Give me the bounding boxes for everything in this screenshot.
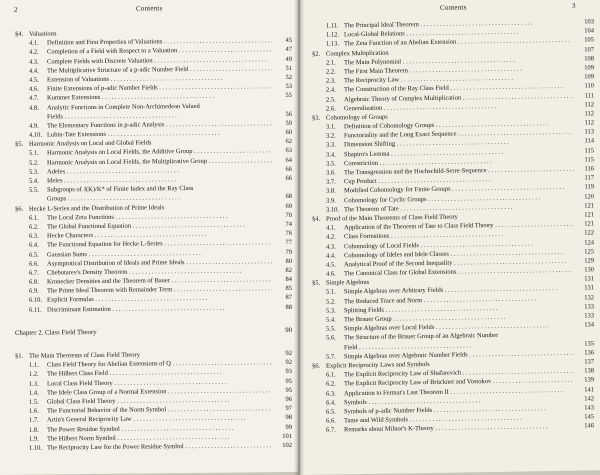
entry-title: The Transgression and the Hochschild-Serre-Sequence . . .	[344, 165, 574, 176]
entry-number: §5.	[15, 141, 24, 149]
page-number: 3	[572, 1, 576, 10]
entry-number: 5.2.	[326, 298, 336, 306]
entry-number: 6.4.	[326, 399, 336, 407]
entry-title: Definition of Cohomology Groups . . .	[344, 120, 548, 130]
entry-title: Symbols . . .	[344, 397, 481, 406]
entry-number: 4.6.	[326, 270, 336, 278]
entry-number: 5.5.	[29, 186, 39, 194]
entry-title: Extension of Valuations . . .	[47, 75, 223, 84]
entry-title: The Principal Ideal Theorem . . .	[344, 19, 533, 29]
page-ref: 59	[285, 119, 292, 127]
entry-number: 6.6.	[326, 417, 336, 425]
left-page	[0, 0, 298, 475]
page-ref: 134	[584, 321, 594, 329]
entry-number: 1.8.	[29, 426, 39, 434]
entry-number: 3.7.	[326, 178, 336, 186]
entry-number: §6.	[312, 362, 321, 370]
entry-number: 1.3.	[29, 380, 39, 388]
entry-title: Valuations	[29, 30, 57, 38]
entry-title: Complex Multiplication	[326, 49, 389, 58]
page-ref: 103	[584, 18, 594, 26]
right-page	[300, 0, 600, 475]
entry-number: 1.6.	[29, 407, 39, 415]
page-ref: 69	[285, 202, 292, 210]
entry-title: The Main Polynomial . . .	[344, 56, 515, 66]
entry-title: The Functorial Behavior of the Norm Symbol . . .	[47, 405, 272, 414]
entry-title: Local-Global Relations . . .	[344, 29, 519, 39]
entry-title: Completion of a Field with Respect to a Valuation . . .	[47, 46, 272, 56]
entry-number: 4.1.	[29, 39, 39, 47]
entry-number: 5.4.	[29, 177, 39, 185]
entry-title: The Reciprocity Law for the Power Residue Symbol . . .	[47, 442, 272, 452]
entry-title: Dimension Shifting . . .	[344, 139, 509, 149]
page-ref: 114	[584, 137, 594, 145]
entry-title: Cup Product . . .	[344, 176, 490, 185]
page-ref: 121	[584, 211, 594, 219]
entry-number: 6.6.	[29, 260, 39, 268]
entry-title: Kronecker Densities and the Theorem of Bauer . . .	[47, 276, 272, 285]
entry-title: Complete Fields with Discrete Valuation . . .	[47, 56, 266, 65]
page-ref: 97	[285, 405, 292, 413]
page-number: 2	[14, 5, 18, 14]
entry-number: 1.11.	[326, 22, 339, 30]
entry-number: 4.7.	[29, 94, 39, 103]
page-ref: 105	[584, 36, 594, 44]
entry-number: 6.10.	[29, 296, 42, 305]
page-ref: 121	[584, 220, 594, 228]
entry-title: Hecke Characters . . .	[47, 231, 207, 240]
entry-number: §4.	[312, 215, 321, 223]
entry-title: The Zeta Function of an Abelian Extension . . .	[344, 37, 570, 48]
entry-number: 5.2.	[29, 159, 39, 167]
entry-number: 5.7.	[326, 353, 336, 361]
entry-title: Shapiro's Lemma . . .	[344, 148, 503, 158]
entry-number: 1.13.	[326, 40, 339, 48]
page-ref: 79	[285, 248, 292, 256]
page-ref: 85	[285, 285, 292, 293]
page-ref: 142	[584, 395, 594, 403]
page-ref: 84	[285, 276, 292, 284]
entry-title: Simple Algebras over Local Fields . . .	[344, 322, 548, 332]
entry-number: §3.	[312, 114, 321, 122]
page-ref: 68	[285, 193, 292, 201]
entry-title: Class Formations . . .	[344, 231, 503, 240]
entry-title: Field . . .	[344, 342, 471, 351]
entry-number: 6.1.	[29, 214, 39, 222]
entry-title: Application of the Theorem of Tate to Class Field Theory . . .	[344, 220, 574, 231]
entry-number: 4.3.	[326, 242, 336, 251]
page-ref: 121	[584, 202, 594, 210]
entry-title: Cohomology for Cyclic Groups . . .	[344, 194, 540, 204]
entry-number: 5.4.	[326, 316, 336, 324]
entry-title: The Main Theorems of Class Field Theory	[29, 351, 140, 360]
entry-number: 2.5.	[326, 95, 336, 104]
page-ref: 92	[285, 349, 292, 358]
page-ref: 115	[584, 156, 594, 164]
entry-number: 6.2.	[326, 380, 336, 388]
entry-title: Harmonic Analysis on Local Fields, the Multiplicative Group . . .	[47, 156, 272, 166]
entry-title: Application to Fermat's Last Theorem II . . .	[344, 386, 563, 396]
entry-title: The Brauer Group . . .	[344, 314, 505, 324]
entry-title: Chapter 2. Class Field Theory	[15, 328, 97, 337]
page-ref: 52	[285, 73, 292, 81]
entry-title: Modified Cohomology for Finite Groups . . .	[344, 184, 564, 194]
page-ref: 101	[282, 432, 292, 440]
page-ref: 136	[584, 349, 594, 357]
toc-list	[312, 18, 594, 436]
entry-number: 4.4.	[326, 252, 336, 260]
entry-number: 4.2.	[29, 48, 39, 57]
page-ref: 122	[584, 229, 594, 237]
entry-number: 4.10.	[29, 131, 42, 139]
entry-number: 4.5.	[326, 261, 336, 269]
entry-title: Analytic Functions in Complete Non-Archimedean Valued	[47, 102, 200, 112]
entry-number: §1.	[15, 352, 24, 360]
page-ref: 74	[285, 220, 292, 228]
entry-title: Harmonic Analysis on Local and Global Fields	[29, 139, 152, 148]
entry-title: Cohomology of Local Fields . . .	[344, 240, 533, 250]
page-ref: 53	[285, 83, 292, 91]
running-head: Contents	[440, 3, 467, 12]
entry-title: Kummer Extensions . . .	[47, 93, 214, 102]
entry-title: The First Main Theorem . . .	[344, 65, 522, 75]
entry-number: 4.3.	[29, 58, 39, 66]
entry-title: The Power Residue Symbol . . .	[47, 424, 234, 433]
entry-number: 5.3.	[326, 307, 336, 315]
entry-number: 6.5.	[326, 408, 336, 416]
entry-title: Proof of the Main Theorems of Class Field Theory	[326, 213, 458, 223]
page-ref: 109	[584, 73, 594, 81]
entry-title: The Explicit Reciprocity Law of Shafarevich . . .	[344, 368, 574, 379]
running-head: Contents	[136, 4, 163, 13]
page-ref: 138	[584, 367, 594, 375]
page-ref: 117	[584, 174, 594, 182]
entry-title: Subgroups of J(K)/K* of Finite Index and the Ray Class	[47, 185, 194, 194]
page-ref: 63	[285, 147, 292, 155]
entry-title: The Theorem of Tate . . .	[344, 203, 512, 213]
entry-title: The Hilbert Norm Symbol . . .	[47, 433, 230, 442]
entry-number: §5.	[312, 279, 321, 288]
entry-title: Explicit Reciprocity Laws and Symbols	[326, 360, 430, 370]
entry-title: Remarks about Milnor's K-Theory . . .	[344, 423, 548, 433]
entry-number: 2.3.	[326, 77, 336, 85]
entry-title: Fields . . .	[47, 112, 177, 120]
entry-number: 4.5.	[29, 76, 39, 84]
entry-number: 5.6.	[326, 334, 336, 342]
page-ref: 108	[584, 55, 594, 63]
entry-title: Ideles . . .	[47, 176, 176, 184]
page-ref: 139	[584, 376, 594, 384]
page-ref: 102	[282, 441, 292, 449]
entry-title: Artin's General Reciprocity Law . . .	[47, 415, 246, 424]
page-ref: 133	[584, 312, 594, 320]
entry-number: 3.5.	[326, 160, 336, 168]
book-gutter	[294, 0, 304, 475]
entry-title: The Canonical Class for Global Extensions . . .	[344, 267, 570, 278]
entry-title: The Prime Ideal Theorem with Remainder Term . . .	[47, 285, 272, 295]
entry-number: 6.3.	[29, 232, 39, 240]
entry-number: 4.2.	[326, 233, 336, 241]
page-ref: 129	[584, 257, 594, 265]
entry-number: §2.	[312, 50, 321, 58]
page-ref: 93	[285, 368, 292, 376]
entry-number: 6.11.	[29, 306, 42, 314]
page-ref: 90	[285, 326, 292, 334]
entry-number: 1.2.	[29, 370, 39, 379]
entry-number: 3.10.	[326, 206, 339, 214]
entry-title: Gaussian Sums . . .	[47, 249, 201, 258]
page-ref: 130	[584, 266, 594, 274]
entry-number: 5.1.	[29, 150, 39, 158]
entry-title: Groups . . .	[47, 194, 180, 202]
entry-number: §6.	[15, 205, 24, 213]
entry-number: 1.4.	[29, 389, 39, 397]
page-ref: 110	[584, 82, 594, 90]
entry-title: Local Class Field Theory . . .	[47, 378, 227, 387]
entry-title: Cohomology of Groups	[326, 113, 388, 122]
entry-title: Simple Algebras over Arbitrary Fields . . .	[344, 285, 557, 295]
entry-number: 6.5.	[29, 251, 39, 259]
page-ref: 87	[285, 294, 292, 302]
entry-title: Global Class Field Theory . . .	[47, 397, 229, 406]
entry-title: Lubin-Tate Extensions . . .	[47, 130, 220, 139]
page-ref: 125	[584, 248, 594, 256]
toc-entry	[15, 441, 292, 453]
page-ref: 112	[584, 110, 594, 118]
page-ref: 77	[285, 239, 292, 247]
entry-title: The Reduced Trace and Norm . . .	[344, 295, 536, 305]
entry-title: The Elementary Functions in p-adic Analysis . . .	[47, 120, 272, 129]
page-ref: 98	[285, 414, 292, 422]
page-ref: 133	[584, 303, 594, 311]
entry-title: Functoriality and the Long Exact Sequence . . .	[344, 129, 570, 140]
entry-title: Corestriction . . .	[344, 158, 492, 167]
entry-number: 6.2.	[29, 223, 39, 231]
entry-title: Harmonic Analysis on Local Fields, the Additive Group . . .	[47, 147, 272, 157]
entry-number: 2.4.	[326, 86, 336, 94]
entry-title: The Multiplicative Structure of a p-adic Number Field . . .	[47, 65, 272, 75]
entry-number: 5.3.	[29, 168, 39, 176]
entry-number: 2.2.	[326, 68, 336, 76]
page-ref: 45	[285, 37, 292, 45]
entry-title: Asymptotical Distribution of Ideals and Prime Ideals . . .	[47, 258, 272, 268]
entry-title: Definition and First Properties of Valuations . . .	[47, 37, 272, 46]
page-ref: 146	[584, 422, 594, 430]
page-ref: 66	[285, 165, 292, 173]
entry-title: Cohomology of Ideles and Idele Classes . . .	[344, 249, 563, 259]
page-ref: 120	[584, 192, 594, 201]
entry-number: 1.10.	[29, 444, 42, 452]
entry-number: 6.7.	[326, 426, 336, 434]
entry-title: The Local Zeta Functions . . .	[47, 212, 228, 221]
entry-number: 6.7.	[29, 269, 39, 277]
entry-number: 4.6.	[29, 85, 39, 93]
page-ref: 88	[285, 303, 292, 311]
page-ref: 99	[285, 423, 292, 431]
entry-title: Symbols of p-adic Number Fields . . .	[344, 405, 546, 415]
entry-number: 1.7.	[29, 416, 39, 425]
entry-title: Generalization . . .	[344, 103, 496, 112]
entry-number: 3.2.	[326, 132, 336, 140]
page-ref: 135	[584, 339, 594, 348]
entry-number: 3.1.	[326, 123, 336, 131]
page-ref: 112	[584, 101, 594, 109]
entry-title: The Explicit Reciprocity Law of Brückner and Vostokov . . .	[344, 377, 574, 388]
page-ref: 119	[584, 183, 594, 191]
page-ref: 96	[285, 395, 292, 403]
entry-number: 1.9.	[29, 435, 39, 443]
entry-title: Adeles . . .	[47, 167, 179, 175]
entry-title: The Hilbert Class Field . . .	[47, 369, 222, 378]
page-ref: 80	[285, 257, 292, 265]
entry-number: 3.3.	[326, 141, 336, 150]
entry-number: 5.5.	[326, 325, 336, 333]
page-ref: 111	[584, 91, 594, 100]
entry-number: 2.6.	[326, 105, 336, 113]
entry-number: 4.1.	[326, 224, 336, 232]
entry-number: 1.12.	[326, 31, 339, 39]
page-ref: 62	[285, 138, 292, 146]
page-ref: 47	[285, 46, 292, 54]
entry-number: 2.1.	[326, 59, 336, 67]
page-ref: 95	[285, 386, 292, 394]
page-ref: 145	[584, 413, 594, 421]
entry-number: 3.4.	[326, 151, 336, 159]
page-ref: 64	[285, 156, 292, 164]
page-ref: 112	[584, 119, 594, 127]
page-ref: 116	[584, 165, 594, 173]
entry-number: 4.9.	[29, 122, 39, 130]
page-ref: 70	[285, 211, 292, 219]
entry-title: The Structure of the Brauer Group of an Algebraic Number	[344, 332, 499, 342]
entry-number: 4.8.	[29, 104, 39, 112]
entry-number: 3.8.	[326, 187, 336, 195]
entry-number: 1.1.	[29, 361, 39, 369]
entry-title: The Construction of the Ray Class Field . . .	[344, 83, 562, 93]
entry-number: §4.	[15, 30, 24, 38]
entry-number: 6.4.	[29, 241, 39, 250]
page-ref: 113	[584, 128, 594, 136]
page-ref: 66	[285, 174, 292, 183]
entry-number: 6.9.	[29, 287, 39, 295]
entry-title: Tame and Wild Symbols . . .	[344, 415, 522, 425]
page-ref: 131	[584, 284, 594, 292]
page-ref: 131	[584, 275, 594, 283]
entry-title: Analytical Proof of the Second Inequality . . .	[344, 258, 566, 268]
page-ref: 104	[584, 27, 594, 35]
page-ref: 132	[584, 294, 594, 302]
entry-number: 6.1.	[326, 371, 336, 379]
page-ref: 76	[285, 230, 292, 238]
page-ref: 115	[584, 147, 594, 155]
page-ref: 109	[584, 64, 594, 72]
entry-title: Finite Extensions of p-adic Number Fields . . .	[47, 83, 271, 92]
page-ref: 141	[584, 385, 594, 394]
entry-title: Explicit Formulas . . .	[47, 295, 208, 304]
entry-title: The Idele Class Group of a Normal Extension . . .	[47, 387, 272, 396]
entry-title: Simple Algebras	[326, 279, 370, 287]
entry-number: 6.8.	[29, 278, 39, 286]
entry-title: Simple Algebras over Algebraic Number Fields . . .	[344, 349, 574, 360]
entry-title: Class Field Theory for Abelian Extensions of Q . . .	[47, 359, 272, 368]
page-ref: 56	[285, 110, 292, 118]
page-ref: 107	[584, 45, 594, 54]
entry-number: 6.3.	[326, 389, 336, 398]
entry-title: The Reciprocity Law . . .	[344, 75, 513, 85]
entry-number: 4.4.	[29, 67, 39, 75]
entry-title: Splitting Fields . . .	[344, 305, 498, 314]
entry-title: Discriminant Estimation . . .	[47, 304, 224, 313]
toc-list	[15, 27, 292, 453]
page-ref: 60	[285, 129, 292, 137]
page-ref: 82	[285, 266, 292, 274]
entry-title: The Global Functional Equation . . .	[47, 221, 245, 230]
entry-number: 3.9.	[326, 197, 336, 205]
page-ref: 137	[584, 358, 594, 366]
page-ref: 95	[285, 377, 292, 385]
entry-number: 1.5.	[29, 398, 39, 406]
page-ref: 143	[584, 404, 594, 412]
page-ref: 92	[285, 359, 292, 367]
entry-title: Hecke L-Series and the Distribution of Prime Ideals	[29, 203, 165, 213]
entry-title: The Functional Equation for Hecke L-Series . . .	[47, 239, 272, 248]
entry-title: Chebotarev's Density Theorem . . .	[47, 267, 241, 276]
page-ref: 49	[285, 55, 292, 63]
entry-number: 3.6.	[326, 169, 336, 177]
page-ref: 124	[584, 238, 594, 247]
page-ref: 51	[285, 64, 292, 72]
entry-number: 5.1.	[326, 288, 336, 297]
page-ref: 55	[285, 92, 292, 100]
entry-title: Algebraic Theory of Complex Multiplication . . .	[344, 92, 574, 103]
